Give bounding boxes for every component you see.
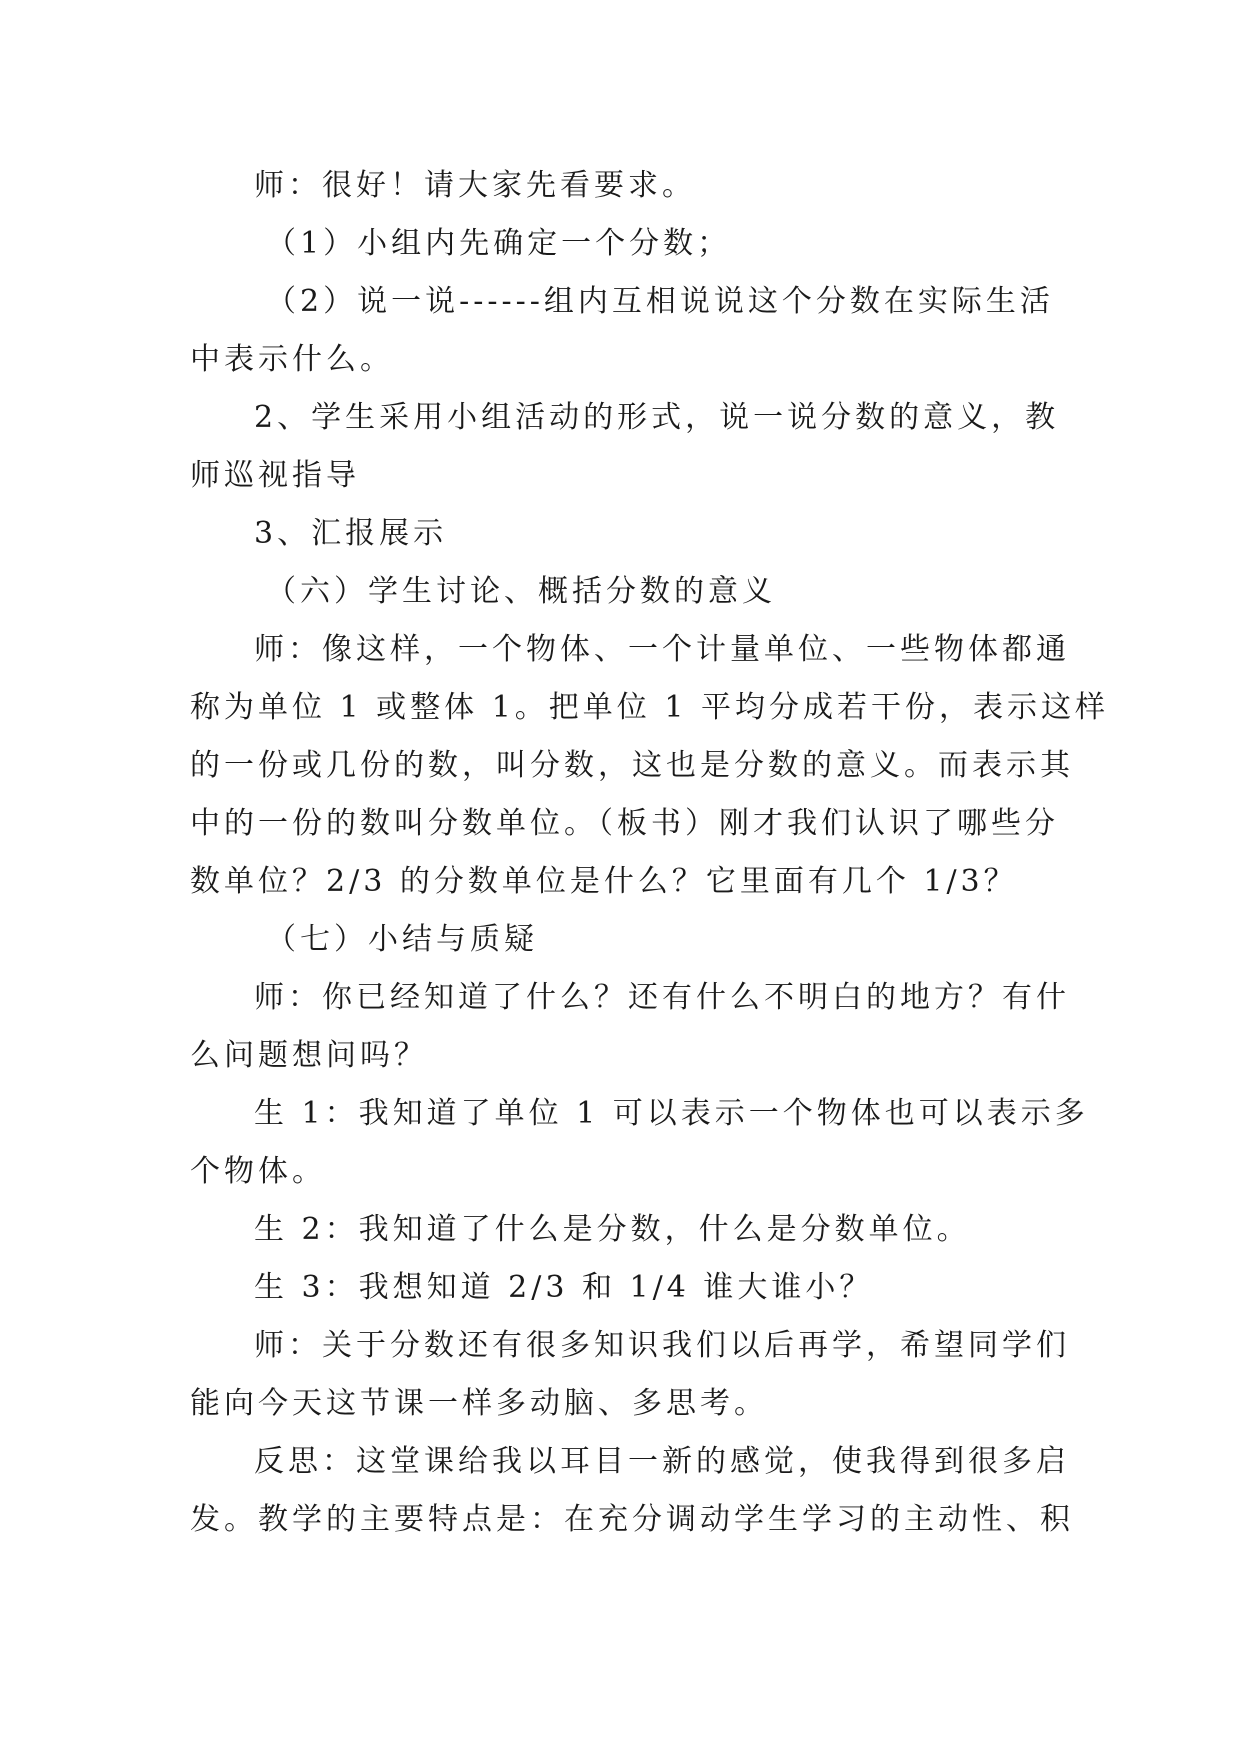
paragraph-line: 中的一份的数叫分数单位。（板书）刚才我们认识了哪些分 xyxy=(190,806,1059,841)
paragraph-line: 师巡视指导 xyxy=(190,458,360,493)
paragraph-line: 师：像这样，一个物体、一个计量单位、一些物体都通 xyxy=(254,632,1070,667)
paragraph-line: 3、汇报展示 xyxy=(254,516,448,551)
paragraph-line: 生 3：我想知道 2/3 和 1/4 谁大谁小？ xyxy=(254,1270,874,1305)
paragraph-line: 生 2：我知道了什么是分数，什么是分数单位。 xyxy=(254,1212,971,1247)
paragraph-line: （1）小组内先确定一个分数； xyxy=(266,226,732,261)
paragraph-line: 发。教学的主要特点是：在充分调动学生学习的主动性、积 xyxy=(190,1502,1074,1537)
paragraph-line: （2）说一说------组内互相说说这个分数在实际生活 xyxy=(266,284,1054,319)
paragraph-line: 师：关于分数还有很多知识我们以后再学，希望同学们 xyxy=(254,1328,1070,1363)
section-heading: （七）小结与质疑 xyxy=(266,922,538,957)
paragraph-line: 反思：这堂课给我以耳目一新的感觉，使我得到很多启 xyxy=(254,1444,1070,1479)
paragraph-line: 中表示什么。 xyxy=(190,342,394,377)
paragraph-line: 师：你已经知道了什么？还有什么不明白的地方？有什 xyxy=(254,980,1070,1015)
paragraph-line: 能向今天这节课一样多动脑、多思考。 xyxy=(190,1386,768,1421)
paragraph-line: 称为单位 1 或整体 1。把单位 1 平均分成若干份，表示这样 xyxy=(190,690,1109,725)
section-heading: （六）学生讨论、概括分数的意义 xyxy=(266,574,776,609)
paragraph-line: 的一份或几份的数，叫分数，这也是分数的意义。而表示其 xyxy=(190,748,1074,783)
paragraph-line: 2、学生采用小组活动的形式，说一说分数的意义，教 xyxy=(254,400,1060,435)
paragraph-line: 生 1：我知道了单位 1 可以表示一个物体也可以表示多 xyxy=(254,1096,1089,1131)
paragraph-line: 师：很好！请大家先看要求。 xyxy=(254,168,696,203)
paragraph-line: 数单位？2/3 的分数单位是什么？它里面有几个 1/3？ xyxy=(190,864,1018,899)
paragraph-line: 么问题想问吗？ xyxy=(190,1038,428,1073)
paragraph-line: 个物体。 xyxy=(190,1154,326,1189)
